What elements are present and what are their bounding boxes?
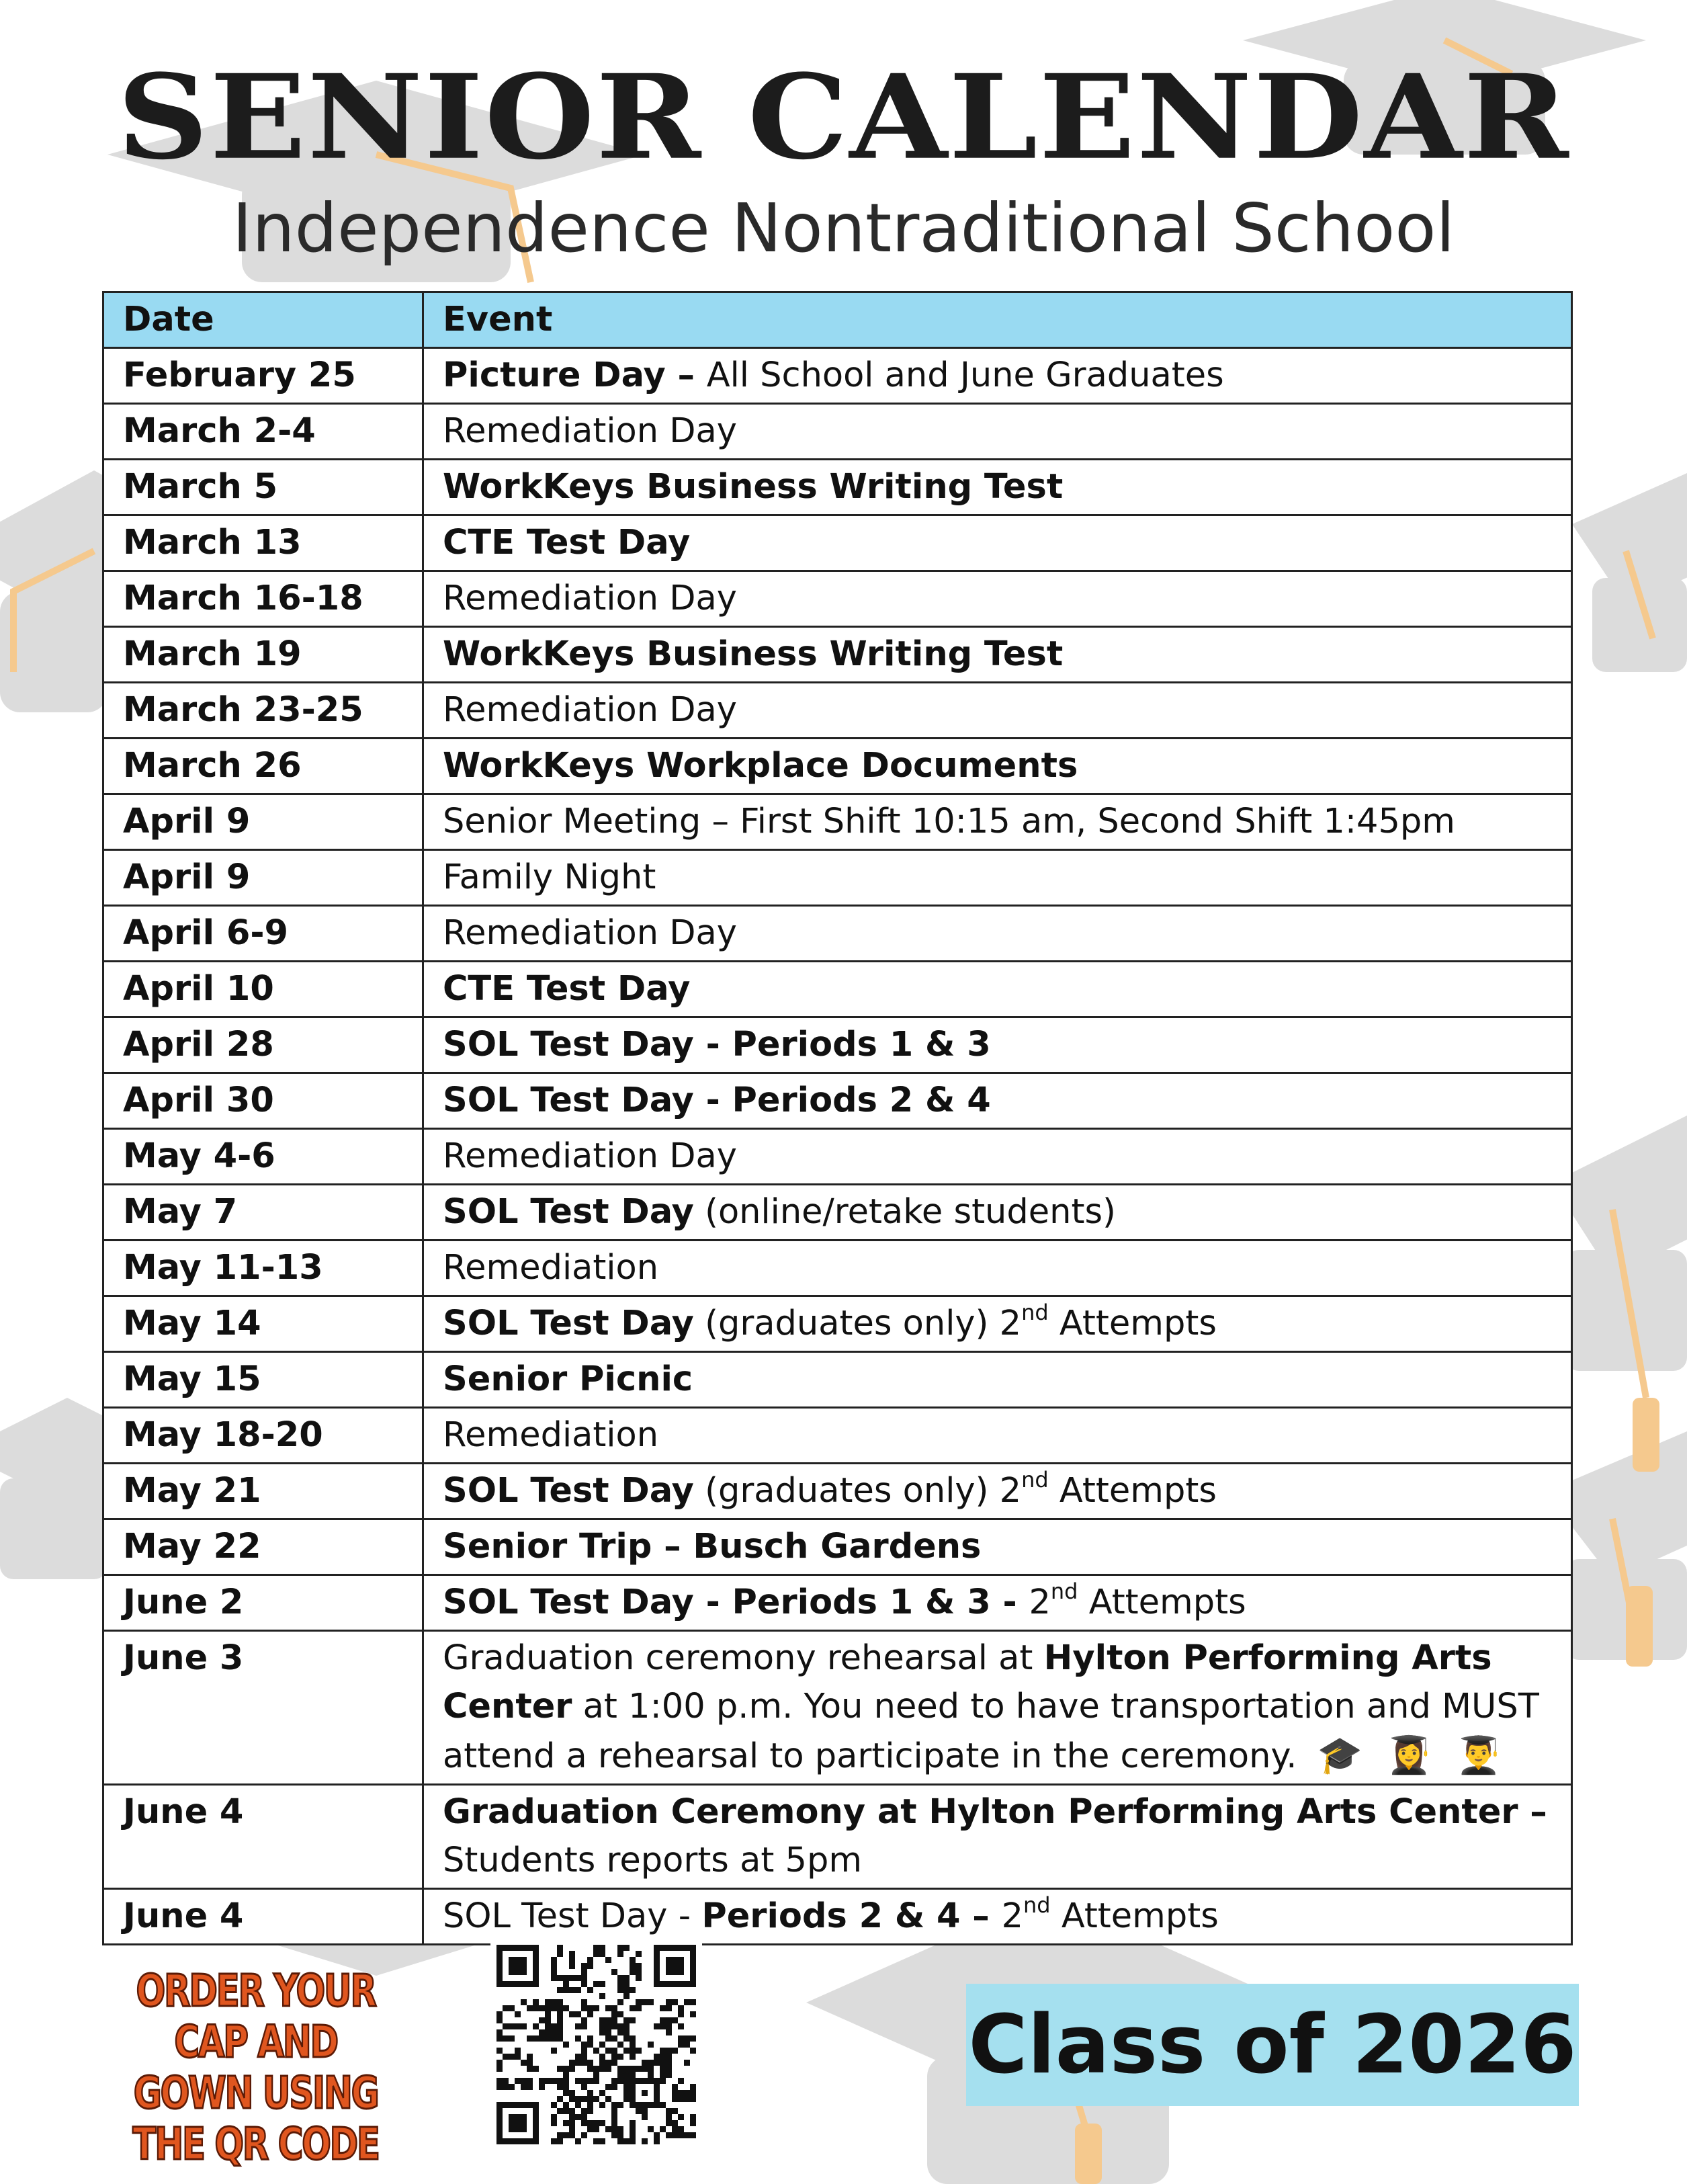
table-row	[103, 571, 1572, 627]
event-description	[423, 1464, 1572, 1519]
event-date: March 26	[103, 739, 423, 794]
ordinal-suffix: nd	[1021, 1300, 1049, 1325]
table-row	[103, 1408, 1572, 1464]
event-text: Hylton Performing Arts Center	[443, 1638, 1492, 1726]
event-text: WorkKeys Business Writing Test	[443, 634, 1064, 674]
table-row	[103, 794, 1572, 850]
table-row	[103, 850, 1572, 906]
event-text: Attempts	[1048, 1304, 1217, 1343]
event-date: May 14	[103, 1296, 423, 1352]
table-row	[103, 739, 1572, 794]
page-title: SENIOR CALENDAR	[117, 48, 1570, 186]
event-description	[423, 627, 1572, 683]
event-text: Remediation Day	[443, 690, 737, 730]
event-date: May 21	[103, 1464, 423, 1519]
event-date: March 23-25	[103, 683, 423, 739]
event-date: March 19	[103, 627, 423, 683]
ordinal-suffix: nd	[1021, 1467, 1049, 1493]
event-description	[423, 1785, 1572, 1889]
table-row	[103, 404, 1572, 460]
event-date: April 30	[103, 1073, 423, 1129]
column-header-event: Event	[423, 292, 1572, 348]
event-date: April 9	[103, 794, 423, 850]
table-header-row	[103, 292, 1572, 348]
table-row	[103, 1129, 1572, 1185]
event-text: Remediation Day	[443, 411, 737, 451]
event-description	[423, 1352, 1572, 1408]
event-text: (graduates only) 2	[693, 1471, 1022, 1511]
event-description	[423, 1296, 1572, 1352]
event-description	[423, 1129, 1572, 1185]
ordinal-suffix: nd	[1023, 1892, 1051, 1918]
table-row	[103, 1185, 1572, 1241]
calendar-rows	[103, 348, 1572, 1945]
event-text: Attempts	[1048, 1471, 1217, 1511]
event-date: May 4-6	[103, 1129, 423, 1185]
event-text: Graduation Ceremony at Hylton Performing Arts Center –	[443, 1792, 1547, 1832]
event-description	[423, 1185, 1572, 1241]
event-date: June 2	[103, 1575, 423, 1631]
event-text: Senior Picnic	[443, 1359, 693, 1399]
event-text: Remediation	[443, 1248, 659, 1288]
event-text: SOL Test Day	[443, 1192, 694, 1232]
graduate-emoji-icon: 🎓	[1317, 1734, 1362, 1776]
event-date: April 10	[103, 962, 423, 1017]
event-description	[423, 1519, 1572, 1575]
table-row	[103, 460, 1572, 515]
event-date: April 28	[103, 1017, 423, 1073]
event-description	[423, 906, 1572, 962]
event-text: All School and June Graduates	[706, 355, 1224, 395]
event-text: (online/retake students)	[693, 1192, 1116, 1232]
event-date: April 9	[103, 850, 423, 906]
event-text: Senior Trip – Busch Gardens	[443, 1527, 982, 1566]
event-text: SOL Test Day - Periods 1 & 3 -	[443, 1583, 1029, 1622]
event-date: May 18-20	[103, 1408, 423, 1464]
graduation-emoji-group	[1317, 1731, 1526, 1781]
table-row	[103, 627, 1572, 683]
event-date: May 7	[103, 1185, 423, 1241]
event-date: February 25	[103, 348, 423, 404]
event-text: Remediation Day	[443, 913, 737, 953]
table-row	[103, 348, 1572, 404]
event-text: SOL Test Day - Periods 1 & 3	[443, 1025, 991, 1064]
event-description	[423, 1017, 1572, 1073]
event-text: 2	[1001, 1896, 1024, 1936]
table-row	[103, 906, 1572, 962]
table-row	[103, 1352, 1572, 1408]
senior-calendar-table	[102, 291, 1573, 1945]
event-date: June 4	[103, 1889, 423, 1945]
event-description	[423, 739, 1572, 794]
event-text: at 1:00 p.m. You need to have transportation and MUST attend a rehearsal to participate in the ceremony.	[443, 1687, 1539, 1776]
event-description	[423, 1408, 1572, 1464]
table-row	[103, 1073, 1572, 1129]
order-cap-gown-callout: ORDER YOUR CAP AND GOWN USING THE QR CODE	[132, 1965, 379, 2170]
event-text: SOL Test Day - Periods 2 & 4	[443, 1081, 991, 1120]
event-description	[423, 571, 1572, 627]
event-text: Senior Meeting – First Shift 10:15 am, Second Shift 1:45pm	[443, 802, 1455, 841]
event-text: Attempts	[1050, 1896, 1219, 1936]
table-row	[103, 1785, 1572, 1889]
event-text: Graduation ceremony rehearsal at	[443, 1638, 1044, 1678]
class-of-badge	[966, 1984, 1579, 2106]
event-date: March 13	[103, 515, 423, 571]
event-text: WorkKeys Business Writing Test	[443, 467, 1064, 507]
table-row	[103, 1241, 1572, 1296]
table-row	[103, 1889, 1572, 1945]
event-date: March 5	[103, 460, 423, 515]
event-text: SOL Test Day	[443, 1471, 694, 1511]
event-text: (graduates only) 2	[693, 1304, 1022, 1343]
event-description	[423, 1575, 1572, 1631]
event-text: Students reports at 5pm	[443, 1841, 863, 1880]
table-row	[103, 1519, 1572, 1575]
table-row	[103, 515, 1572, 571]
event-text: Periods 2 & 4 –	[701, 1896, 1002, 1936]
table-row	[103, 1575, 1572, 1631]
school-name: Independence Nontraditional School	[232, 189, 1455, 267]
event-text: Remediation	[443, 1415, 659, 1455]
event-text: SOL Test Day -	[443, 1896, 702, 1936]
event-description	[423, 348, 1572, 404]
event-text: Picture Day –	[443, 355, 707, 395]
event-text: SOL Test Day	[443, 1304, 694, 1343]
event-date: May 22	[103, 1519, 423, 1575]
event-description	[423, 794, 1572, 850]
column-header-date: Date	[103, 292, 423, 348]
event-date: March 2-4	[103, 404, 423, 460]
event-description	[423, 962, 1572, 1017]
ordinal-suffix: nd	[1050, 1579, 1078, 1604]
event-date: June 4	[103, 1785, 423, 1889]
event-description	[423, 1631, 1572, 1785]
event-date: May 11-13	[103, 1241, 423, 1296]
table-row	[103, 1017, 1572, 1073]
event-text: Remediation Day	[443, 1136, 737, 1176]
event-text: WorkKeys Workplace Documents	[443, 746, 1078, 786]
event-description	[423, 1889, 1572, 1945]
event-text: Attempts	[1078, 1583, 1246, 1622]
event-description	[423, 404, 1572, 460]
event-date: June 3	[103, 1631, 423, 1785]
table-row	[103, 1464, 1572, 1519]
event-description	[423, 515, 1572, 571]
table-row	[103, 683, 1572, 739]
table-row	[103, 962, 1572, 1017]
event-date: March 16-18	[103, 571, 423, 627]
table-row	[103, 1296, 1572, 1352]
qr-code-icon[interactable]	[490, 1939, 702, 2150]
graduate-emoji-icon: 👩‍🎓	[1386, 1734, 1432, 1776]
event-text: CTE Test Day	[443, 523, 691, 562]
event-description	[423, 460, 1572, 515]
event-date: May 15	[103, 1352, 423, 1408]
graduate-emoji-icon: 👨‍🎓	[1456, 1734, 1502, 1776]
event-text: 2	[1029, 1583, 1051, 1622]
event-text: Remediation Day	[443, 579, 737, 618]
event-description	[423, 1073, 1572, 1129]
event-text: CTE Test Day	[443, 969, 691, 1009]
class-of-label: Class of 2026	[968, 1998, 1577, 2092]
event-description	[423, 683, 1572, 739]
event-date: April 6-9	[103, 906, 423, 962]
table-row	[103, 1631, 1572, 1785]
event-text: Family Night	[443, 857, 656, 897]
event-description	[423, 850, 1572, 906]
event-description	[423, 1241, 1572, 1296]
